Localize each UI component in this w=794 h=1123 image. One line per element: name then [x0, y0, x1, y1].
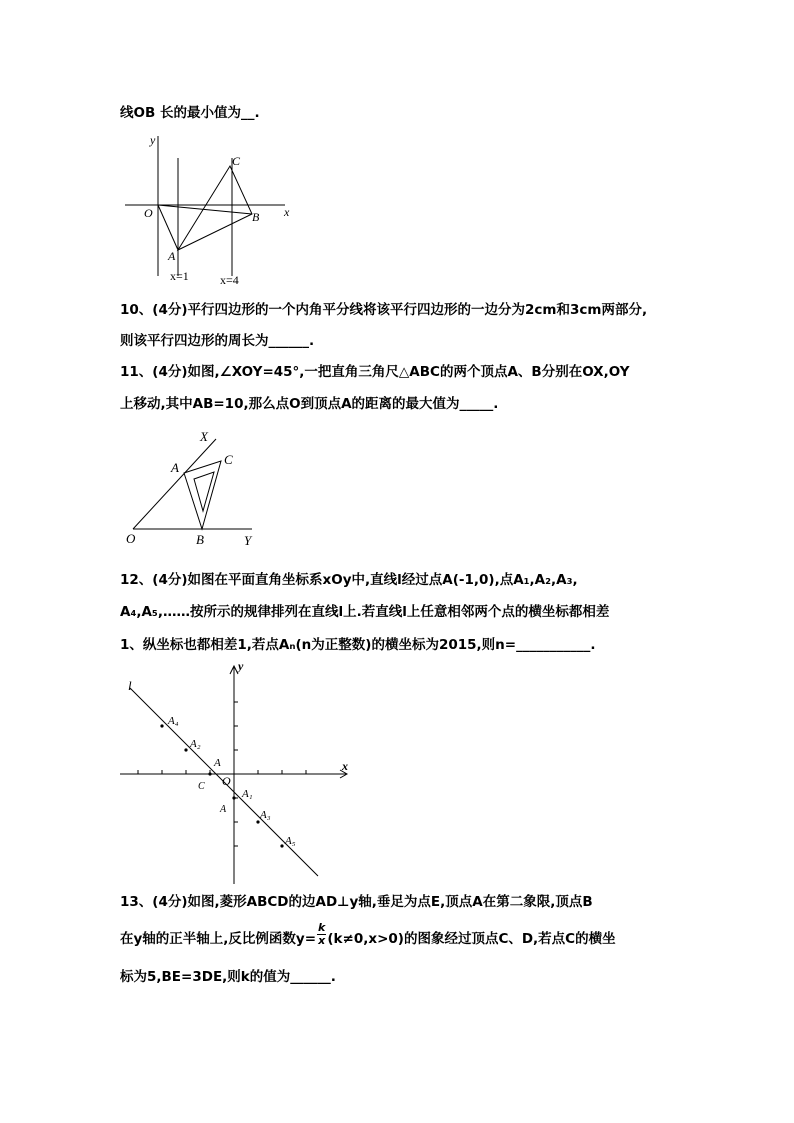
- origin-label: O: [144, 206, 153, 220]
- point-a5: [280, 844, 283, 847]
- y-axis-label: y: [238, 659, 244, 673]
- fraction-denominator: x: [318, 933, 326, 947]
- point-a4: [160, 724, 163, 727]
- ray-y-label: Y: [244, 533, 252, 548]
- q9-figure: [120, 128, 300, 288]
- point-a: [208, 772, 211, 775]
- point-c-label: C: [198, 781, 205, 792]
- point-c-label: C: [232, 154, 241, 168]
- q11-line-2: 上移动,其中AB=10,那么点O到顶点A的距离的最大值为_____.: [120, 396, 499, 412]
- point-a4-label: A₄: [168, 715, 179, 727]
- q13-line-2-pre: 在y轴的正半轴上,反比例函数y=: [120, 931, 317, 947]
- vertex-b-label: B: [196, 532, 204, 547]
- q12-line-1: 12、(4分)如图在平面直角坐标系xOy中,直线l经过点A(-1,0),点A₁,A₂,A₃,: [120, 572, 578, 588]
- x-axis-label: x: [342, 759, 348, 773]
- q11-line-1: 11、(4分)如图,∠XOY=45°,一把直角三角尺△ABC的两个顶点A、B分别在OX,OY: [120, 364, 630, 380]
- line-l-label: l: [128, 678, 132, 693]
- point-a3-label: A₃: [260, 809, 271, 821]
- fraction-numerator: k: [318, 920, 326, 934]
- q12-line-2: A₄,A₅,……按所示的规律排列在直线l上.若直线l上任意相邻两个点的横坐标都相差: [120, 604, 610, 620]
- origin-label: O: [222, 774, 231, 788]
- point-a-label: A: [168, 249, 176, 263]
- q9-tail-text: 线OB 长的最小值为__.: [120, 105, 260, 121]
- q11-figure: [120, 425, 270, 550]
- q10-line-1: 10、(4分)平行四边形的一个内角平分线将该平行四边形的一边分为2cm和3cm两部分,: [120, 302, 648, 318]
- q13-line-1: 13、(4分)如图,菱形ABCD的边AD⊥y轴,垂足为点E,顶点A在第二象限,顶点B: [120, 894, 593, 910]
- point-a2-label: A₂: [190, 738, 201, 750]
- label-x1: x=1: [170, 269, 189, 283]
- q12-figure: [118, 658, 358, 890]
- fraction-k-over-x: [317, 922, 326, 947]
- vertex-a-label: A: [171, 460, 179, 475]
- q13-line-3: 标为5,BE=3DE,则k的值为______.: [120, 969, 336, 985]
- point-a1: [232, 796, 235, 799]
- y-axis-label: y: [150, 133, 156, 147]
- point-b-label: B: [252, 210, 260, 224]
- set-square-inner: [194, 472, 214, 511]
- x-axis-label: x: [284, 205, 290, 219]
- label-x4: x=4: [220, 273, 239, 287]
- q12-line-3: 1、纵坐标也都相差1,若点Aₙ(n为正整数)的横坐标为2015,则n=___________.: [120, 637, 596, 653]
- ray-x-label: X: [200, 429, 208, 444]
- point-a-lower-label: A: [220, 804, 227, 815]
- vertex-c-label: C: [224, 452, 233, 467]
- ray-ox: [133, 439, 216, 529]
- set-square-outer: [184, 461, 221, 529]
- point-a1-label: A₁: [242, 788, 253, 800]
- point-a-label: A: [214, 757, 221, 769]
- point-a5-label: A₅: [285, 835, 296, 847]
- origin-label: O: [126, 531, 136, 546]
- point-a2: [184, 748, 187, 751]
- q13-line-2: [120, 920, 690, 948]
- q13-line-2-post: (k≠0,x>0)的图象经过顶点C、D,若点C的横坐: [327, 931, 616, 947]
- q10-line-2: 则该平行四边形的周长为______.: [120, 333, 315, 349]
- segment-oa: [158, 205, 178, 250]
